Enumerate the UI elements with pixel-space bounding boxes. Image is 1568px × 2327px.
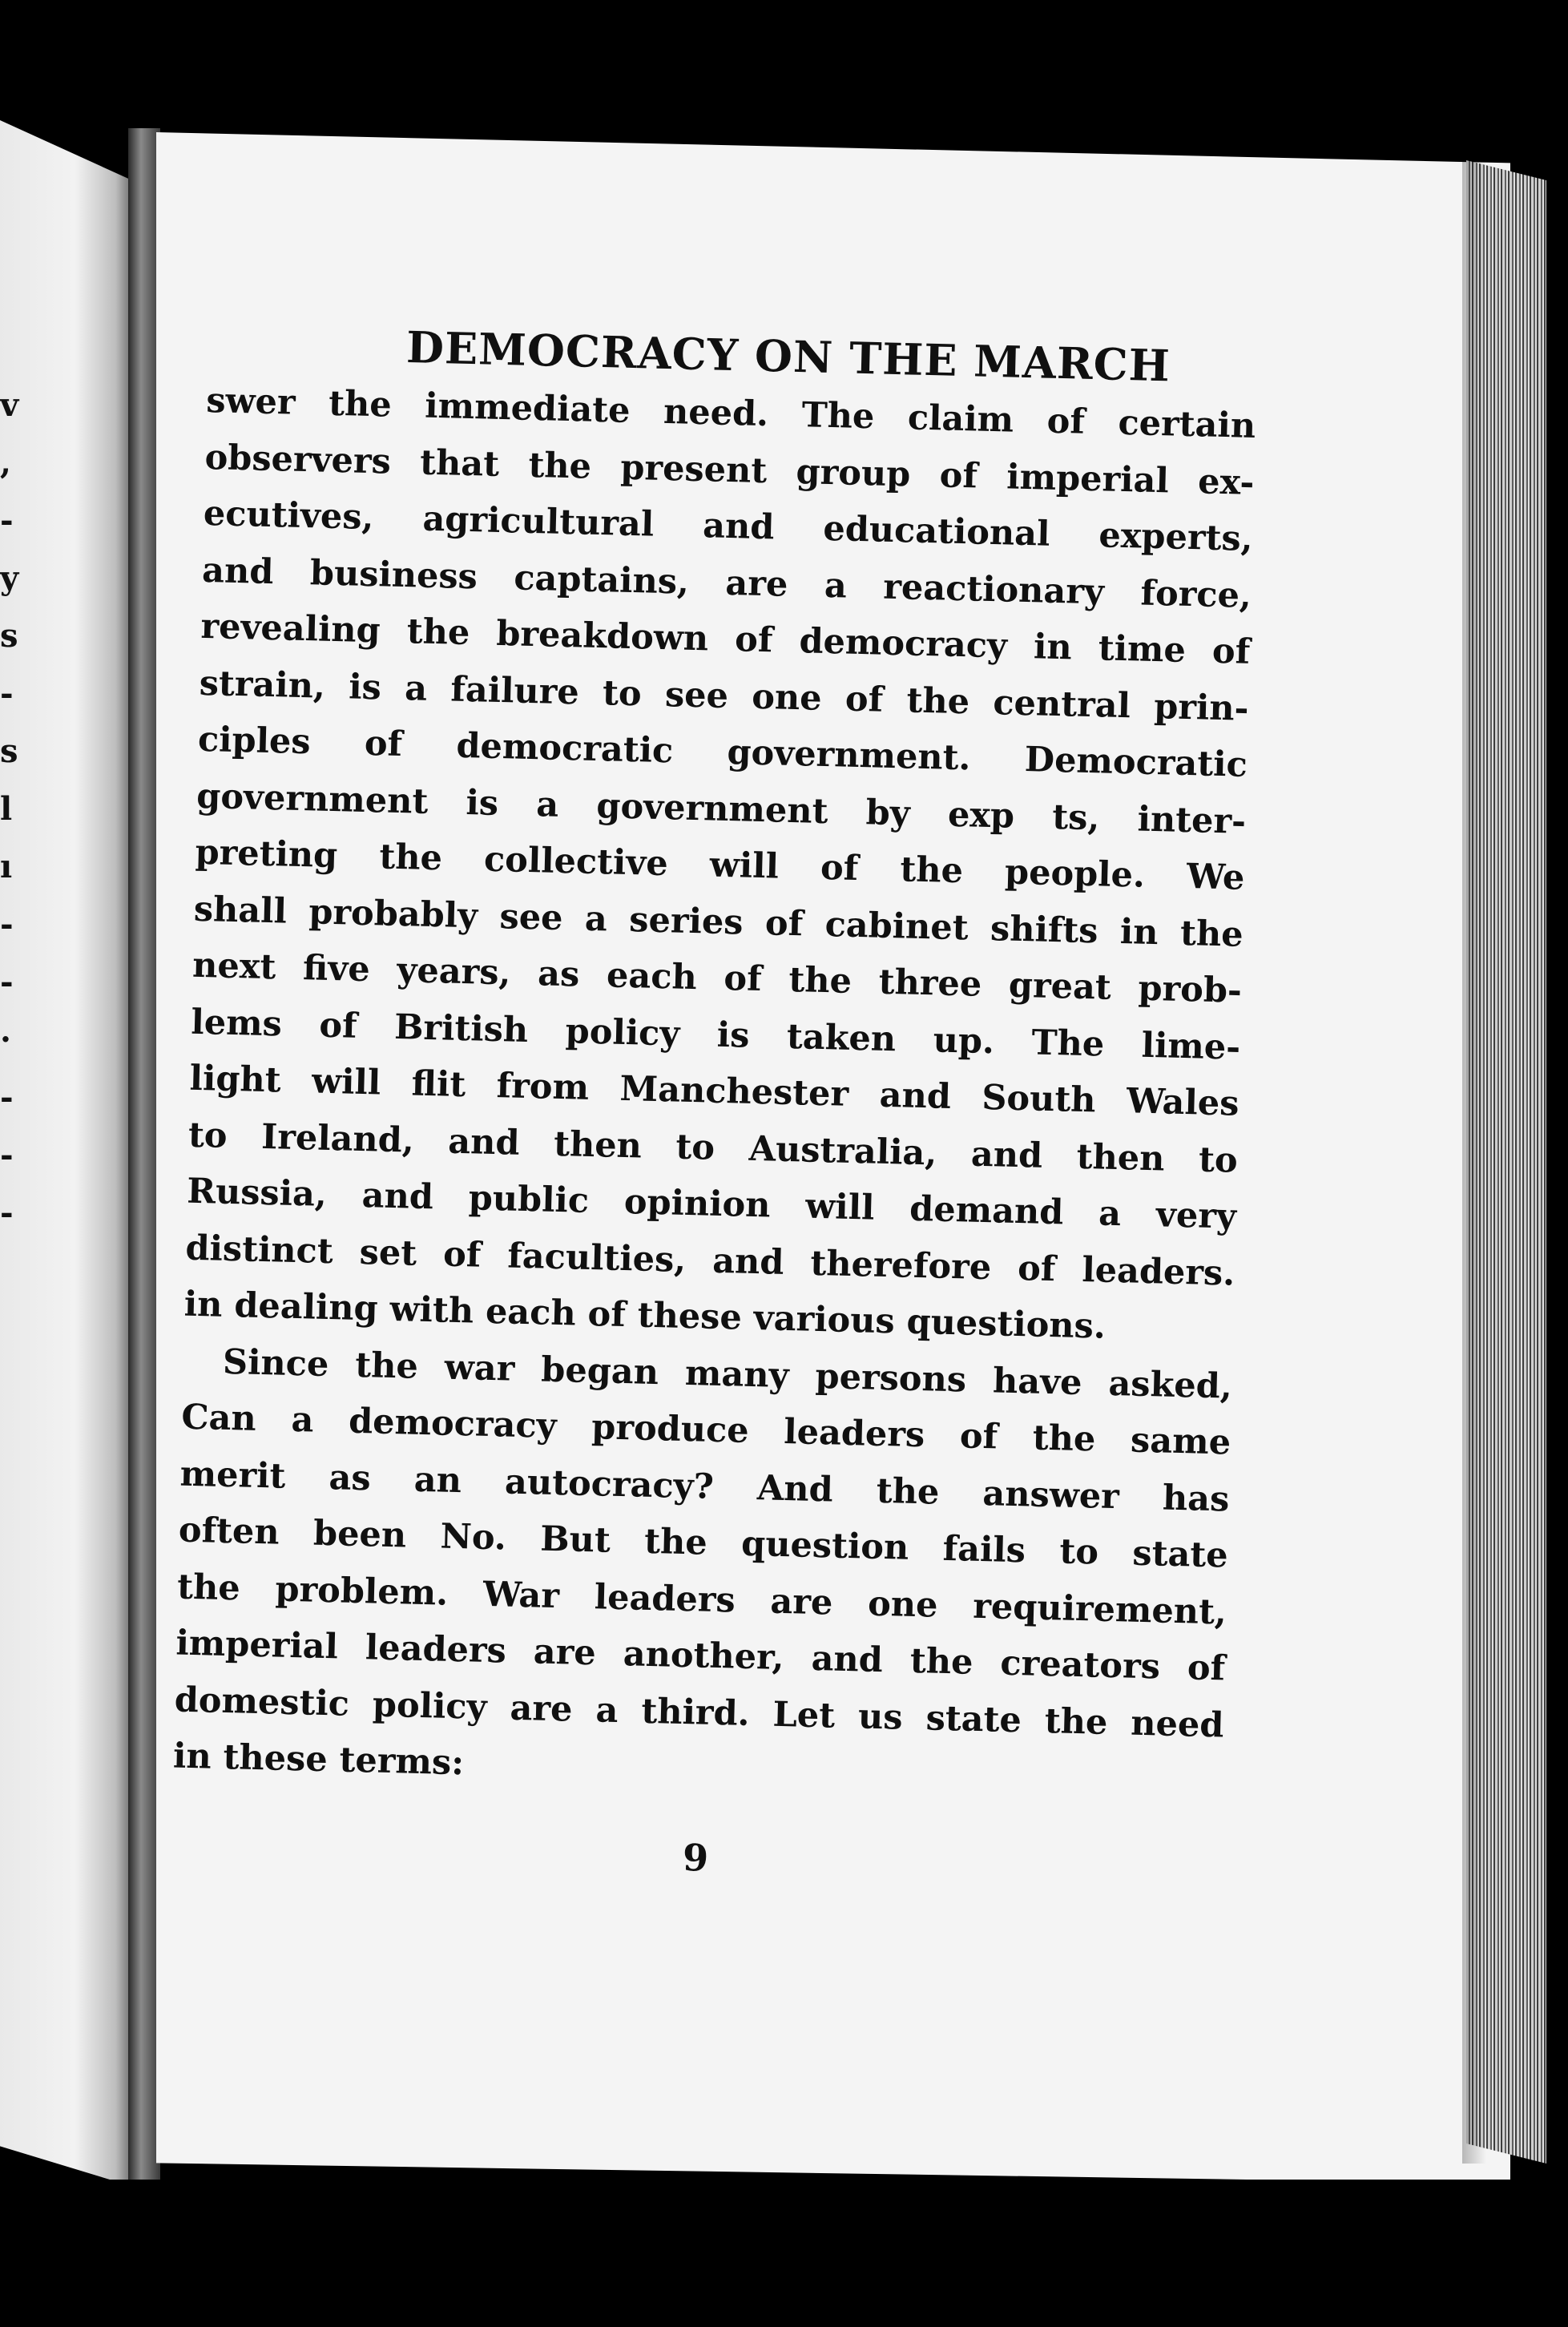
text-line: light will flit from Manchester and South Wales: [189, 1058, 1239, 1124]
text-line: to Ireland, and then to Australia, and then to: [187, 1115, 1239, 1181]
margin-glyph: ·: [0, 1021, 11, 1059]
margin-glyph: ı: [0, 848, 13, 885]
margin-glyph: -: [0, 1079, 14, 1116]
paragraph-1: [183, 373, 1256, 1358]
margin-glyph: v: [0, 386, 19, 424]
text-line: revealing the breakdown of democracy in time of: [200, 606, 1251, 672]
text-line: ecutives, agricultural and educational experts,: [203, 493, 1254, 559]
margin-glyph: -: [0, 502, 14, 539]
text-line: Can a democracy produce leaders of the same: [180, 1397, 1231, 1463]
scan-background: [0, 2180, 1568, 2327]
book-gutter: [128, 128, 160, 2180]
text-line: lems of British policy is taken up. The lime-: [190, 1002, 1241, 1068]
text-line: strain, is a failure to see one of the central prin-: [199, 663, 1250, 729]
margin-glyph: y: [0, 559, 19, 597]
text-line: distinct set of faculties, and therefore of leaders.: [184, 1228, 1235, 1294]
text-line: merit as an autocracy? And the answer has: [179, 1454, 1230, 1520]
text-line: next five years, as each of the three great prob-: [191, 945, 1243, 1011]
page-number: 9: [682, 1835, 709, 1880]
margin-glyph: ,: [0, 444, 11, 482]
text-line: ciples of democratic government. Democratic: [197, 719, 1248, 785]
text-line: often been No. But the question fails to state: [178, 1510, 1229, 1576]
text-line: domestic policy are a third. Let us state the need: [174, 1679, 1225, 1745]
paragraph-2: [172, 1333, 1232, 1810]
text-line: the problem. War leaders are one requirement,: [176, 1567, 1227, 1633]
page-text-block: [171, 317, 1256, 1889]
page-edge-shadow: [1462, 160, 1486, 2164]
text-line: and business captains, are a reactionary force,: [201, 550, 1252, 616]
text-line: preting the collective will of the people. We: [195, 832, 1245, 898]
text-line: in dealing with each of these various questions.: [183, 1284, 1106, 1347]
margin-glyph: s: [0, 732, 18, 770]
margin-glyph: -: [0, 905, 14, 943]
text-line: government is a government by exp ts, inter-: [195, 776, 1247, 842]
margin-glyph: -: [0, 675, 14, 712]
margin-glyph: -: [0, 1136, 14, 1174]
text-line: imperial leaders are another, and the creators of: [175, 1623, 1226, 1689]
text-line: observers that the present group of imperial ex-: [204, 437, 1255, 503]
text-line: in these terms:: [172, 1736, 465, 1784]
margin-glyph: -: [0, 963, 14, 1001]
text-line: swer the immediate need. The claim of certain: [205, 380, 1256, 446]
margin-glyph: -: [0, 1194, 14, 1232]
text-line: shall probably see a series of cabinet shifts in the: [193, 889, 1244, 955]
margin-glyph: l: [0, 790, 13, 828]
text-line: Since the war began many persons have asked,: [222, 1341, 1233, 1407]
facing-page-edge: [0, 120, 136, 2188]
margin-glyph: s: [0, 617, 18, 655]
text-line: Russia, and public opinion will demand a very: [186, 1171, 1237, 1237]
facing-page-margin-text: [0, 377, 18, 1242]
running-head: DEMOCRACY ON THE MARCH: [405, 321, 1171, 392]
